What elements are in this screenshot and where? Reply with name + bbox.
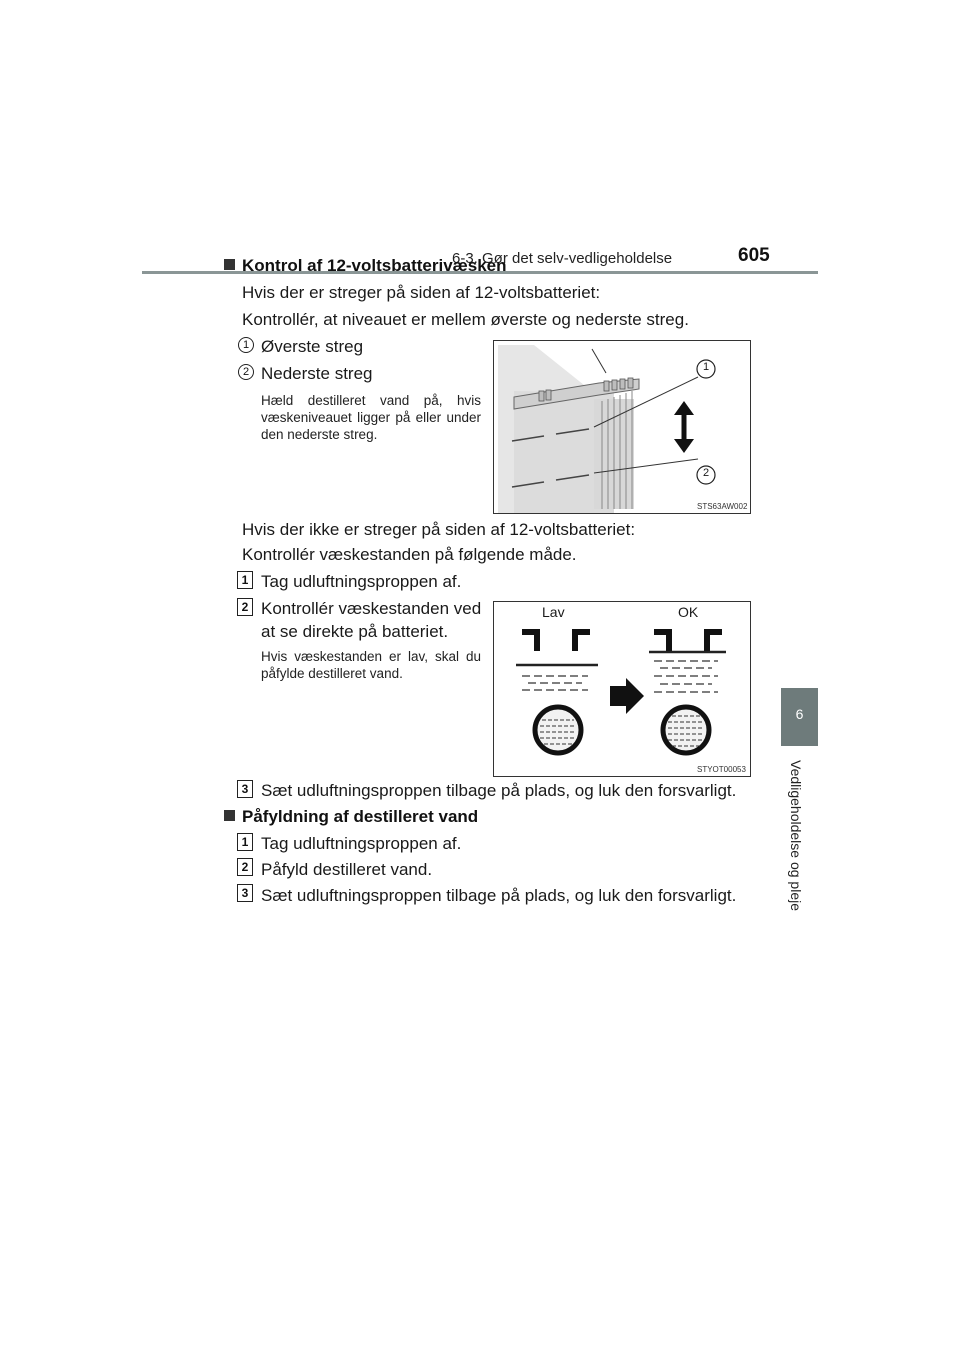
figure2-label-low: Lav <box>542 604 565 620</box>
step-1-text: Tag udluftningsproppen af. <box>261 572 462 591</box>
figure2-label-ok: OK <box>678 604 699 620</box>
intro-with-marks: Hvis der er streger på siden af 12-voltsbatteriet: <box>242 283 601 302</box>
intro-without-marks: Hvis der ikke er streger på siden af 12-voltsbatteriet: <box>242 520 636 539</box>
intro-check-method: Kontrollér væskestanden på følgende måde. <box>242 545 577 564</box>
mark-number-1: 1 <box>238 337 254 353</box>
figure1-callout-2: 2 <box>702 467 710 479</box>
refill-step-1-text: Tag udluftningsproppen af. <box>261 834 462 853</box>
figure1-code: STS63AW002 <box>697 502 748 511</box>
mark-lower-line-label: Nederste streg <box>261 364 373 383</box>
mark-note: Hæld destilleret vand på, hvis væskeniveauet ligger på eller under den nederste streg. <box>261 393 481 442</box>
step-number-1: 1 <box>237 571 253 589</box>
running-header-section: 6-3. Gør det selv-vedligeholdelse <box>452 250 673 267</box>
figure1-callout-1: 1 <box>702 361 710 373</box>
section-heading-refill: Påfyldning af destilleret vand <box>224 807 478 827</box>
step-number-2: 2 <box>237 598 253 616</box>
step-2-text-line2: at se direkte på batteriet. <box>261 622 449 641</box>
figure2-code: STYOT00053 <box>697 765 746 774</box>
page-number: 605 <box>738 245 770 266</box>
refill-step-number-1: 1 <box>237 833 253 851</box>
step-3-text: Sæt udluftningsproppen tilbage på plads, og luk den forsvarligt. <box>261 781 737 800</box>
refill-step-number-3: 3 <box>237 884 253 902</box>
mark-number-2: 2 <box>238 364 254 380</box>
step-2-note: Hvis væskestanden er lav, skal du påfylde destilleret vand. <box>261 649 481 681</box>
fluid-level-illustration <box>494 602 750 776</box>
refill-step-3-text: Sæt udluftningsproppen tilbage på plads, og luk den forsvarligt. <box>261 886 737 905</box>
section-heading-check: Kontrol af 12-voltsbatterivæsken <box>224 256 507 276</box>
fluid-level-figure <box>493 601 751 777</box>
square-bullet-icon <box>224 259 235 270</box>
battery-level-illustration <box>494 341 750 513</box>
step-number-3: 3 <box>237 780 253 798</box>
chapter-tab-number: 6 <box>795 706 804 722</box>
refill-step-number-2: 2 <box>237 858 253 876</box>
refill-step-2-text: Påfyld destilleret vand. <box>261 860 433 879</box>
square-bullet-icon <box>224 810 235 821</box>
chapter-tab-label: Vedligeholdelse og pleje <box>788 760 804 912</box>
step-2-text-line1: Kontrollér væskestanden ved <box>261 599 482 618</box>
battery-level-figure <box>493 340 751 514</box>
intro-check-level: Kontrollér, at niveauet er mellem øverste og nederste streg. <box>242 310 689 329</box>
mark-upper-line-label: Øverste streg <box>261 337 364 356</box>
